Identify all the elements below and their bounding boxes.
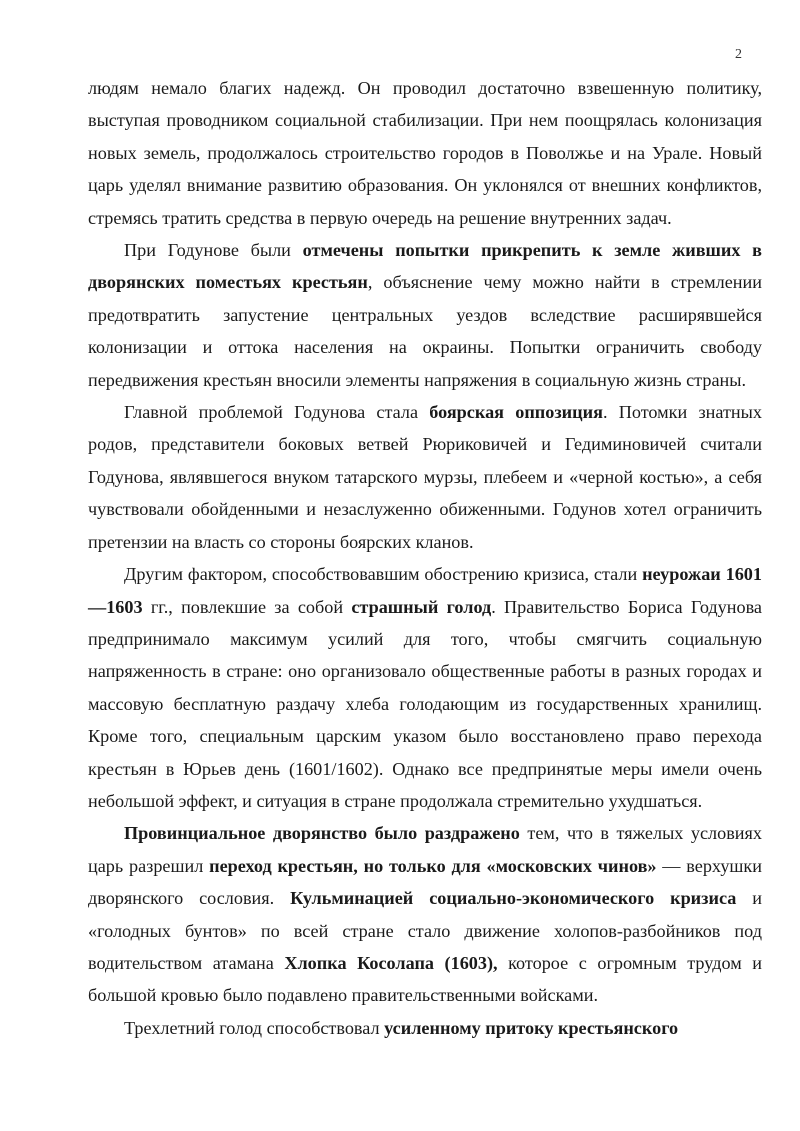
text-run: . Потомки знатных родов, представители боковых ветвей Рюриковичей и Гедиминовичей считали Годунова, являвшегося внуком татарского мурзы, плебеем и «черной костью», а себя чувствовали обойденными и незаслуженно обиженными. Годунов хотел ограничить претензии на власть со стороны боярских кланов. — [88, 402, 762, 552]
text-run: . Правительство Бориса Годунова предпринимало максимум усилий для того, чтобы смягчить социальную напряженность в стране: оно организовало общественные работы в разных городах и массовую бесплатную раздачу хлеба голодающим из государственных хранилищ. Кроме того, специальным царским указом было восстановлено право перехода крестьян в Юрьев день (1601/1602). Однако все предпринятые меры имели очень небольшой эффект, и ситуация в стране продолжала стремительно ухудшаться. — [88, 596, 762, 811]
paragraph — [88, 396, 762, 558]
bold-text: Хлопка Косолапа (1603), — [284, 952, 498, 973]
document-body — [88, 72, 762, 1044]
text-run: и «голодных бунтов» по всей стране стало движение холопов-разбойников под водительством атамана — [88, 888, 762, 973]
text-run: людям немало благих надежд. Он проводил достаточно взвешенную политику, выступая проводником социальной стабилизации. При нем поощрялась колонизация новых земель, продолжалось строительство городов в Поволжье и на Урале. Новый царь уделял внимание развитию образования. Он уклонялся от внешних конфликтов, стремясь тратить средства в первую очередь на решение внутренних задач. — [88, 78, 762, 228]
text-run: Трехлетний голод способствовал — [124, 1017, 385, 1038]
paragraph — [88, 234, 762, 396]
bold-text: отмечены попытки прикрепить к земле живших в дворянских поместьях крестьян — [88, 240, 762, 293]
text-run: , объяснение чему можно найти в стремлении предотвратить запустение центральных уездов вследствие расширявшейся колонизации и оттока населения на окраины. Попытки ограничить свободу передвижения крестьян вносили элементы напряжения в социальную жизнь страны. — [88, 272, 762, 390]
bold-text: боярская оппозиция — [429, 402, 603, 423]
bold-text: неурожаи 1601—1603 — [88, 564, 762, 617]
text-run: При Годунове были — [124, 240, 303, 261]
page-number: 2 — [735, 47, 742, 62]
paragraph — [88, 72, 762, 234]
bold-text: страшный голод — [351, 596, 492, 617]
paragraph — [88, 817, 762, 1011]
bold-text: переход крестьян, но только для «московских чинов» — [209, 855, 657, 876]
text-run: Главной проблемой Годунова стала — [124, 402, 430, 423]
paragraph — [88, 1012, 762, 1044]
text-run: Другим фактором, способствовавшим обострению кризиса, стали — [124, 564, 643, 585]
text-run: тем, что в тяжелых условиях царь разрешил — [88, 823, 763, 876]
paragraph — [88, 558, 762, 817]
text-run: гг., повлекшие за собой — [142, 596, 352, 617]
text-run: которое с огромным трудом и большой кровью было подавлено правительственными войсками. — [88, 952, 763, 1006]
text-run: — верхушки дворянского сословия. — [88, 855, 762, 909]
bold-text: усиленному притоку крестьянского — [384, 1017, 679, 1038]
bold-text: Провинциальное дворянство было раздражено — [124, 823, 520, 844]
bold-text: Кульминацией социально-экономического кризиса — [290, 888, 737, 909]
